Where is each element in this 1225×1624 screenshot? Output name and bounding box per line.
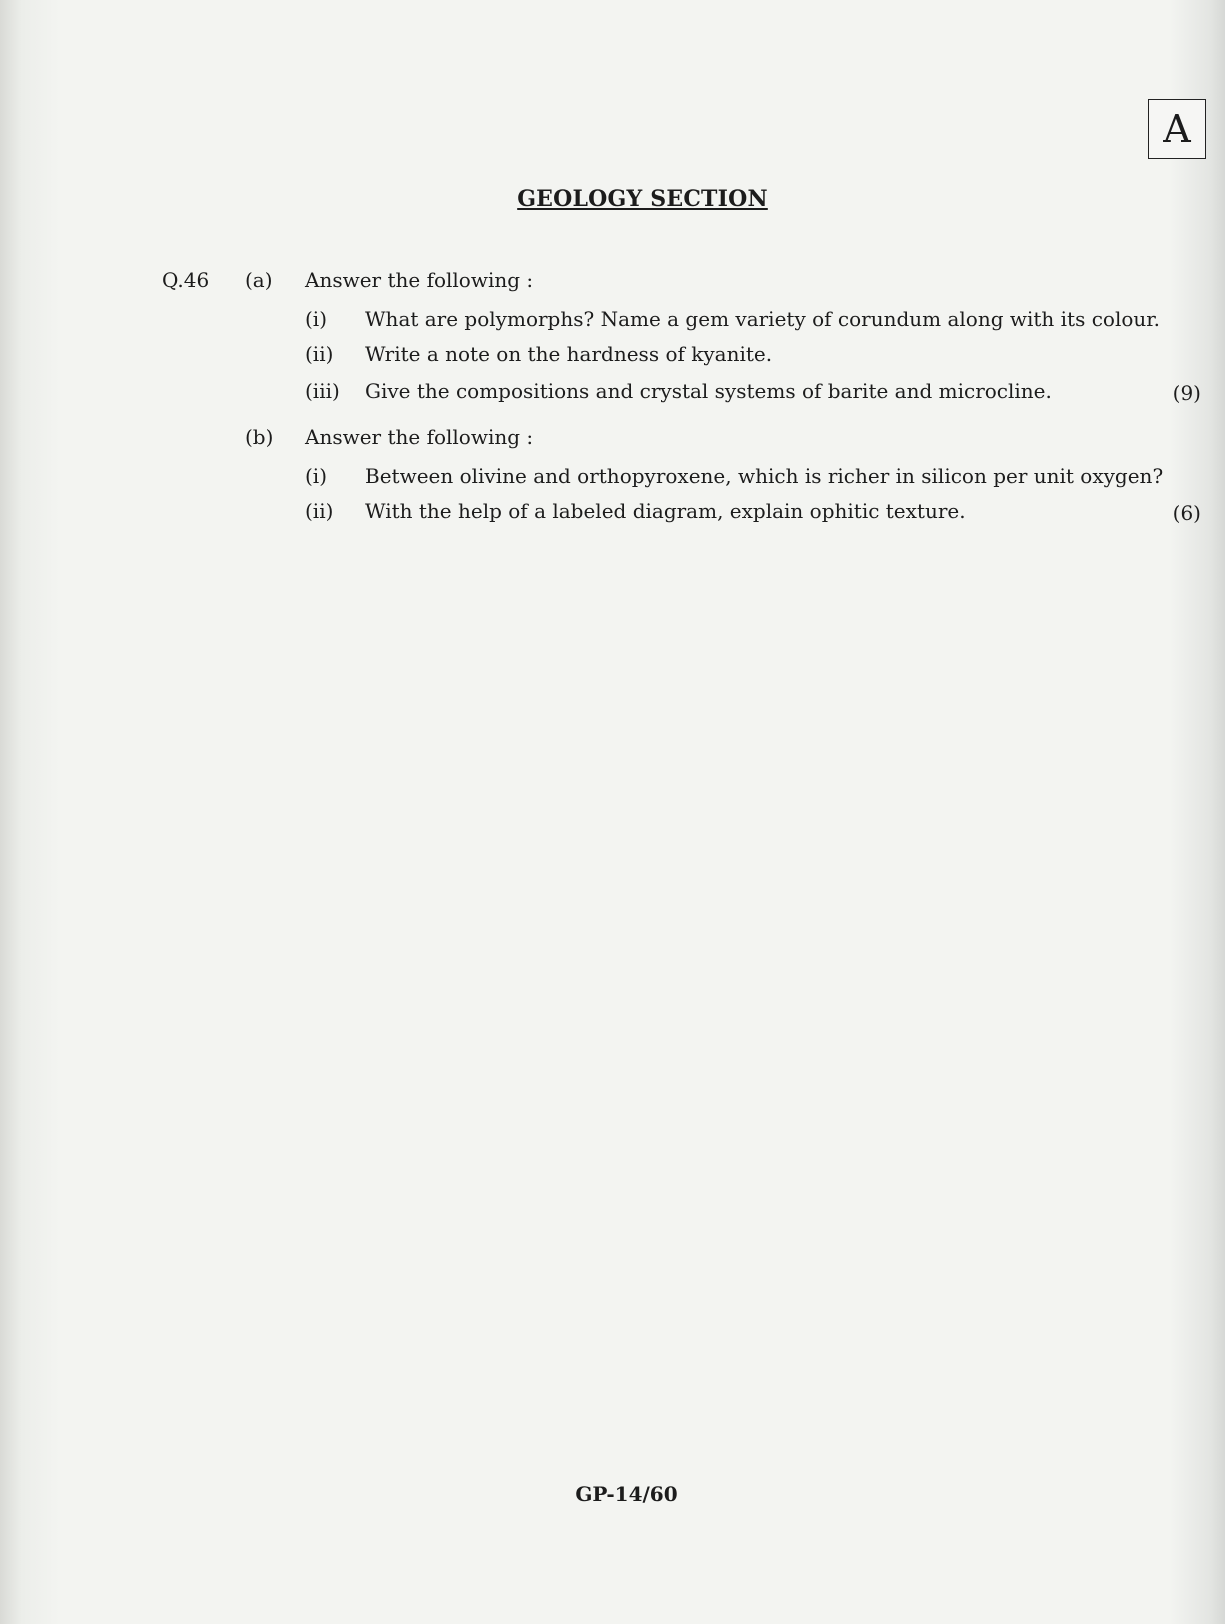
part-b-item-1-text: Between olivine and orthopyroxene, which is richer in silicon per unit oxygen? — [365, 464, 1164, 488]
section-title — [0, 186, 1225, 212]
part-a-item-1-number: (i) — [305, 307, 328, 331]
part-a-item-1-text: What are polymorphs? Name a gem variety of corundum along with its colour. — [365, 307, 1160, 331]
section-title-text: GEOLOGY SECTION — [517, 186, 768, 212]
page-code: GP-14/60 — [575, 1482, 678, 1506]
part-b-label: (b) — [245, 425, 274, 449]
part-b-stem: Answer the following : — [305, 425, 534, 449]
part-a-label: (a) — [245, 268, 273, 292]
part-b-item-1-number: (i) — [305, 464, 328, 488]
part-b-item-2-number: (ii) — [305, 499, 334, 523]
page-footer — [0, 1482, 1225, 1506]
part-a-item-2-number: (ii) — [305, 342, 334, 366]
question-set-box: A — [1148, 99, 1206, 159]
part-a-stem: Answer the following : — [305, 268, 534, 292]
part-b-item-2-text: With the help of a labeled diagram, explain ophitic texture. — [365, 499, 966, 523]
part-b-marks: (6) — [1172, 501, 1201, 525]
part-a-marks: (9) — [1172, 381, 1201, 405]
part-a-item-3-text: Give the compositions and crystal systems of barite and microcline. — [365, 379, 1052, 403]
question-number: Q.46 — [162, 268, 210, 292]
part-a-item-2-text: Write a note on the hardness of kyanite. — [365, 342, 773, 366]
part-a-item-3-number: (iii) — [305, 379, 340, 403]
